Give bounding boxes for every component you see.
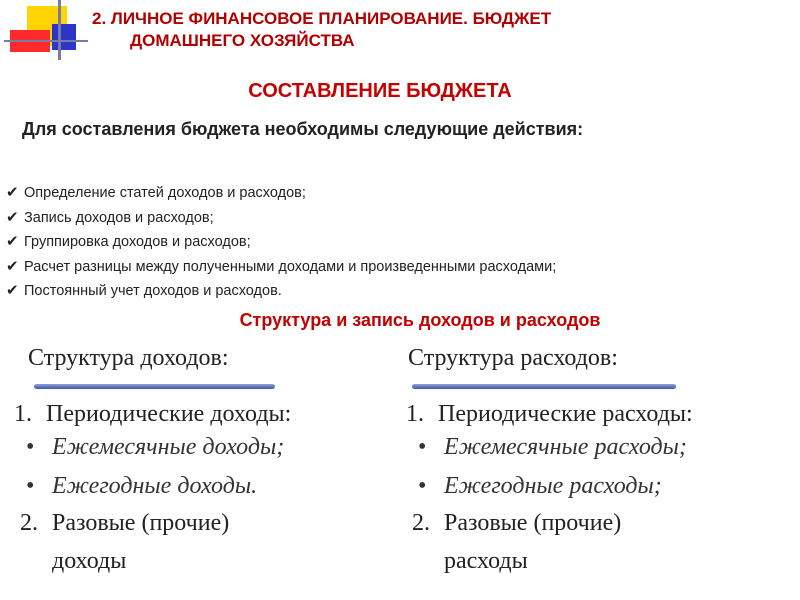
- slide-header: [92, 8, 732, 52]
- check-icon: ✔: [6, 184, 19, 201]
- bullet-icon: •: [418, 434, 427, 460]
- step-text: Запись доходов и расходов;: [24, 209, 214, 226]
- expenses-sub-2: [418, 473, 662, 500]
- income-item-1: [14, 401, 291, 428]
- expenses-item-2: [412, 510, 621, 537]
- income-item-2-cont: [52, 548, 126, 575]
- item-number: 1.: [14, 401, 32, 427]
- sub-text: Ежегодные расходы;: [444, 473, 662, 499]
- item-text: доходы: [52, 548, 127, 574]
- sub-text: Ежемесячные расходы;: [444, 434, 687, 460]
- list-item: [6, 181, 556, 206]
- expenses-item-1: [406, 401, 693, 428]
- expenses-sub-1: [418, 434, 687, 461]
- step-text: Постоянный учет доходов и расходов.: [24, 283, 282, 299]
- item-text: расходы: [444, 548, 528, 574]
- header-line-2: ДОМАШНЕГО ХОЗЯЙСТВА: [130, 31, 355, 50]
- income-sub-1: [26, 434, 284, 461]
- expenses-title: Структура расходов:: [408, 345, 618, 371]
- item-number: 2.: [412, 510, 430, 536]
- income-title: Структура доходов:: [28, 345, 229, 371]
- item-text: Разовые (прочие): [444, 510, 622, 536]
- list-item: [6, 230, 556, 255]
- expenses-underline: [412, 384, 676, 389]
- decorative-logo: [0, 0, 90, 60]
- item-number: 1.: [406, 401, 424, 427]
- check-icon: ✔: [6, 208, 19, 226]
- bullet-icon: •: [418, 473, 427, 499]
- section-title: СОСТАВЛЕНИЕ БЮДЖЕТА: [248, 80, 512, 102]
- steps-list: [6, 181, 556, 304]
- logo-vertical-line: [58, 0, 61, 60]
- bullet-icon: •: [26, 473, 35, 499]
- list-item: [6, 206, 556, 231]
- item-text: Периодические расходы:: [438, 401, 693, 427]
- check-icon: ✔: [6, 257, 19, 275]
- list-item: [6, 279, 556, 304]
- expenses-item-2-cont: [444, 548, 528, 575]
- sub-text: Ежемесячные доходы;: [52, 434, 285, 460]
- logo-horizontal-line: [4, 40, 88, 42]
- intro-text: Для составления бюджета необходимы следующие действия:: [22, 119, 584, 139]
- header-line-1: 2. ЛИЧНОЕ ФИНАНСОВОЕ ПЛАНИРОВАНИЕ. БЮДЖЕТ: [92, 9, 552, 28]
- income-sub-2: [26, 473, 257, 500]
- list-item: [6, 255, 556, 280]
- item-text: Периодические доходы:: [46, 401, 292, 427]
- check-icon: ✔: [6, 233, 19, 250]
- income-item-2: [20, 510, 229, 537]
- bullet-icon: •: [26, 434, 35, 460]
- item-number: 2.: [20, 510, 38, 536]
- sub-text: Ежегодные доходы.: [52, 473, 258, 499]
- step-text: Расчет разницы между полученными доходами и произведенными расходами;: [24, 258, 557, 275]
- income-underline: [34, 384, 275, 389]
- check-icon: ✔: [6, 282, 19, 299]
- logo-blue-rect: [52, 24, 76, 50]
- item-text: Разовые (прочие): [52, 510, 230, 536]
- step-text: Определение статей доходов и расходов;: [24, 185, 306, 201]
- structure-subtitle: Структура и запись доходов и расходов: [239, 310, 601, 330]
- step-text: Группировка доходов и расходов;: [24, 234, 251, 250]
